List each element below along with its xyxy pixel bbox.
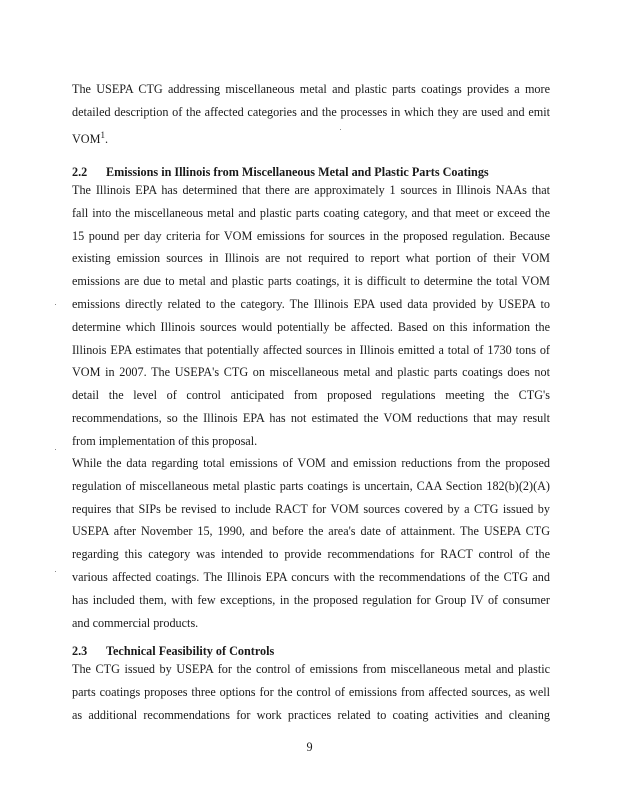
p2-line-6: various affected coatings. The Illinois EPA concurs with the recommendations of the CTG and [72, 569, 550, 584]
scan-speck [55, 571, 56, 572]
section-2-3-paragraph [72, 658, 550, 726]
section-2-2-title: Emissions in Illinois from Miscellaneous Metal and Plastic Parts Coatings [106, 165, 489, 179]
p2-line-5: regarding this category was intended to provide recommendations for RACT control of the [72, 547, 550, 562]
s23-line-1: The CTG issued by USEPA for the control of emissions from miscellaneous metal and plastic [72, 662, 550, 676]
intro-period: . [104, 131, 108, 146]
p2-line-1: While the data regarding total emissions of VOM and emission reductions from the proposed [72, 456, 550, 470]
s22-line-4: existing emission sources in Illinois are not required to report what portion of their VOM [72, 251, 550, 266]
p2-line-8: and commercial products. [72, 615, 199, 630]
section-2-3-heading [72, 643, 274, 659]
s23-line-3: as additional recommendations for work practices related to coating activities and cleaning [72, 707, 550, 722]
section-2-2-number: 2.2 [72, 165, 88, 179]
intro-paragraph [72, 78, 550, 150]
intro-line-2: detailed description of the affected categories and the processes in which they are used and emit [72, 104, 550, 119]
page-number: 9 [306, 740, 313, 754]
section-2-2-heading [72, 164, 489, 180]
intro-last-word: VOM [72, 131, 101, 146]
p2-line-4: USEPA after November 15, 1990, and before the area's date of attainment. The USEPA CTG [72, 524, 550, 539]
section-2-3-title: Technical Feasibility of Controls [106, 644, 275, 658]
s22-line-12: from implementation of this proposal. [72, 433, 258, 448]
s22-line-6: emissions directly related to the category. The Illinois EPA used data provided by USEPA to [72, 296, 550, 311]
s22-line-11: recommendations, so the Illinois EPA has not estimated the VOM reductions that may result [72, 410, 550, 425]
s22-line-10: detail the level of control anticipated from proposed regulations meeting the CTG's [72, 388, 550, 403]
p2-line-2: regulation of miscellaneous metal plastic parts coatings is uncertain, CAA Section 182(b)(2)(A) [72, 478, 550, 493]
p2-line-7: has included them, with few exceptions, in the proposed regulation for Group IV of consumer [72, 592, 550, 607]
intro-line-3 [72, 124, 550, 151]
scan-speck [55, 304, 56, 305]
scan-speck [340, 129, 341, 130]
intro-line-1: The USEPA CTG addressing miscellaneous metal and plastic parts coatings provides a more [72, 82, 550, 96]
footnote-marker: 1 [100, 129, 105, 140]
s22-line-1: The Illinois EPA has determined that there are approximately 1 sources in Illinois NAAs that [72, 183, 550, 197]
s22-line-9: VOM in 2007. The USEPA's CTG on miscellaneous metal and plastic parts coatings does not [72, 365, 550, 380]
s22-line-7: determine which Illinois sources would potentially be affected. Based on this information the [72, 319, 550, 334]
p2-line-3: requires that SIPs be revised to include RACT for VOM sources covered by a CTG issued by [72, 501, 550, 516]
second-paragraph [72, 452, 550, 634]
s22-line-5: emissions are due to metal and plastic parts coatings, it is difficult to determine the total VOM [72, 274, 550, 289]
s22-line-2: fall into the miscellaneous metal and plastic parts coating category, and that meet or exceed the [72, 205, 550, 220]
scan-speck [55, 449, 56, 450]
s22-line-8: Illinois EPA estimates that potentially affected sources in Illinois emitted a total of 1730 tons of [72, 342, 550, 357]
section-2-3-number: 2.3 [72, 644, 88, 658]
s23-line-2: parts coatings proposes three options for the control of emissions from affected sources, as well [72, 684, 550, 699]
section-2-2-paragraph [72, 179, 550, 453]
s22-line-3: 15 pound per day criteria for VOM emissions for sources in the proposed regulation. Because [72, 228, 550, 243]
